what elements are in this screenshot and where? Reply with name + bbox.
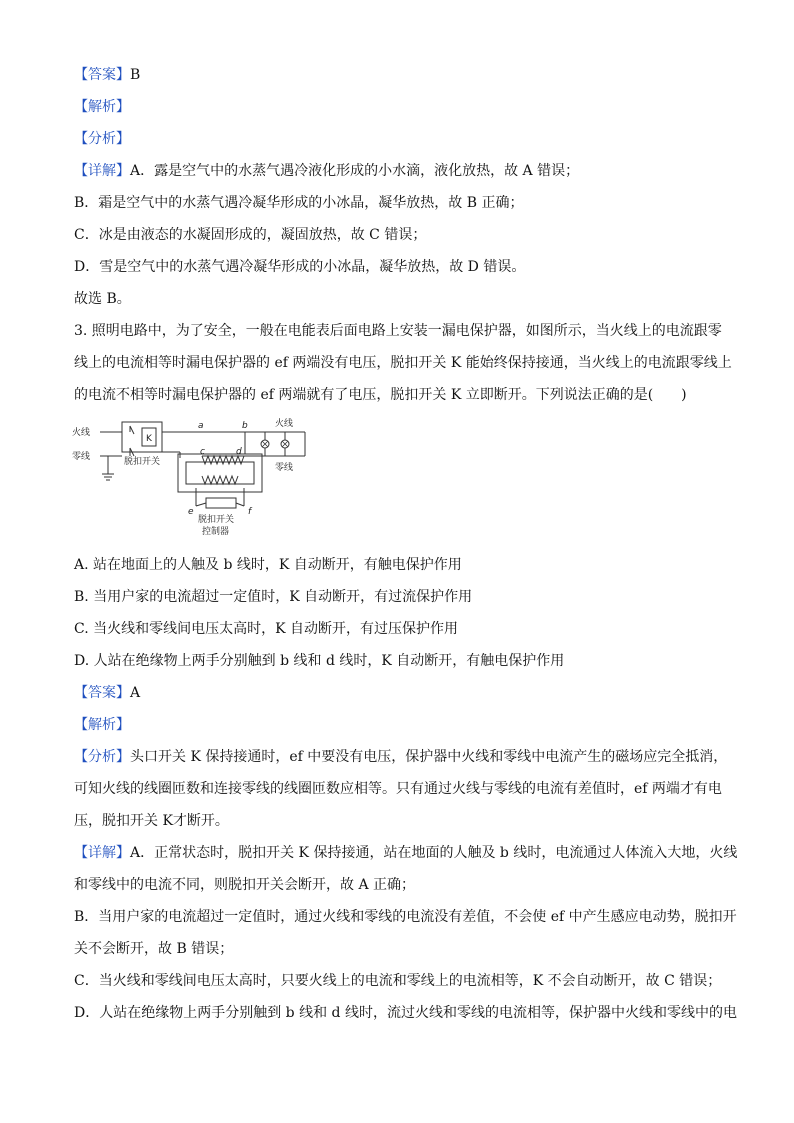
explanation-line-d: D．雪是空气中的水蒸气遇冷凝华形成的小冰晶，凝华放热，故 D 错误。 [74,259,526,275]
label-lingxian-left: 零线 [72,452,91,462]
label-e: e [188,507,194,517]
label-ctrl-2: 控制器 [202,527,230,537]
controller-box [206,498,236,508]
label-k: K [146,434,152,444]
fenxi-line-1 [74,747,727,767]
label-ctrl-1: 脱扣开关 [198,515,235,525]
xiangjie-2-line-3: B．当用户家的电流超过一定值时，通过火线和零线的电流没有差值，不会使 ef 中产生感应电动势，脱扣开 [74,909,737,925]
fenxi-line-2: 可知火线的线圈匝数和连接零线的线圈匝数应相等。只有通过火线与零线的电流有差值时，ef 两端才有电 [74,781,722,797]
jiexi-tag: 【解析】 [74,99,130,115]
fenxi-tag-2: 【分析】 [74,749,130,765]
coil-windings [202,456,244,484]
label-a: a [198,421,204,431]
question-3-line-2: 线上的电流相等时漏电保护器的 ef 两端没有电压，脱扣开关 K 能始终保持接通，当火线上的电流跟零线上 [74,355,732,371]
fenxi-label-1 [74,129,130,149]
answer-tag-2: 【答案】 [74,685,130,701]
option-b: B. 当用户家的电流超过一定值时，K 自动断开，有过流保护作用 [74,589,473,605]
answer-label-2 [74,683,140,703]
fenxi-line-3: 压，脱扣开关 K才断开。 [74,813,229,829]
question-3-line-3: 的电流不相等时漏电保护器的 ef 两端就有了电压，脱扣开关 K 立即断开。下列说法正确的是( ) [74,387,687,403]
protector-core [178,454,262,492]
xiangjie-tag: 【详解】 [74,163,130,179]
xiangjie-text: A．露是空气中的水蒸气遇冷液化形成的小水滴，液化放热，故 A 错误； [130,163,580,179]
xiangjie-2-line-5: C．当火线和零线间电压太高时，只要火线上的电流和零线上的电流相等，K 不会自动断开，故 C 错误； [74,973,722,989]
jiexi-tag-2: 【解析】 [74,717,130,733]
label-lingxian-right: 零线 [275,463,294,473]
xiangjie-2-text-1: A．正常状态时，脱扣开关 K 保持接通，站在地面的人触及 b 线时，电流通过人体流入大地，火线 [130,845,738,861]
jiexi-label-2 [74,715,130,735]
label-huoxian-right: 火线 [275,419,294,429]
xiangjie-2-line-6: D．人站在绝缘物上两手分别触到 b 线和 d 线时，流过火线和零线的电流相等，保护器中火线和零线中的电 [74,1005,737,1021]
answer-label-1 [74,65,140,85]
leakage-protector-circuit-diagram [70,414,310,542]
option-c: C. 当火线和零线间电压太高时，K 自动断开，有过压保护作用 [74,621,459,637]
xiangjie-2-line-2: 和零线中的电流不同，则脱扣开关会断开，故 A 正确； [74,877,416,893]
fenxi-tag: 【分析】 [74,131,130,147]
question-3-line-1: 3. 照明电路中，为了安全，一般在电能表后面电路上安装一漏电保护器，如图所示，当火线上的电流跟零 [74,323,722,339]
xiangjie-line-1 [74,161,579,181]
conclusion-line: 故选 B。 [74,291,131,307]
option-a: A. 站在地面上的人触及 b 线时，K 自动断开，有触电保护作用 [74,557,462,573]
option-d: D. 人站在绝缘物上两手分别触到 b 线和 d 线时，K 自动断开，有触电保护作用 [74,653,565,669]
answer-value: B [130,67,141,83]
label-c: c [200,447,205,457]
label-f: f [248,507,252,517]
xiangjie-2-line-4: 关不会断开，故 B 错误； [74,941,234,957]
explanation-line-c: C．冰是由液态的水凝固形成的，凝固放热，故 C 错误； [74,227,427,243]
answer-tag: 【答案】 [74,67,130,83]
label-tuokou: 脱扣开关 [124,457,161,467]
jiexi-label-1 [74,97,130,117]
label-b: b [242,421,248,431]
fenxi-text-1: 头口开关 K 保持接通时，ef 中要没有电压，保护器中火线和零线中电流产生的磁场应完全抵消， [130,749,728,765]
explanation-line-b: B．霜是空气中的水蒸气遇冷凝华形成的小冰晶，凝华放热，故 B 正确； [74,195,524,211]
label-huoxian-left: 火线 [72,428,91,438]
answer-value-2: A [130,685,141,701]
xiangjie-tag-2: 【详解】 [74,845,130,861]
label-d: d [236,447,242,457]
xiangjie-2-line-1 [74,843,737,863]
